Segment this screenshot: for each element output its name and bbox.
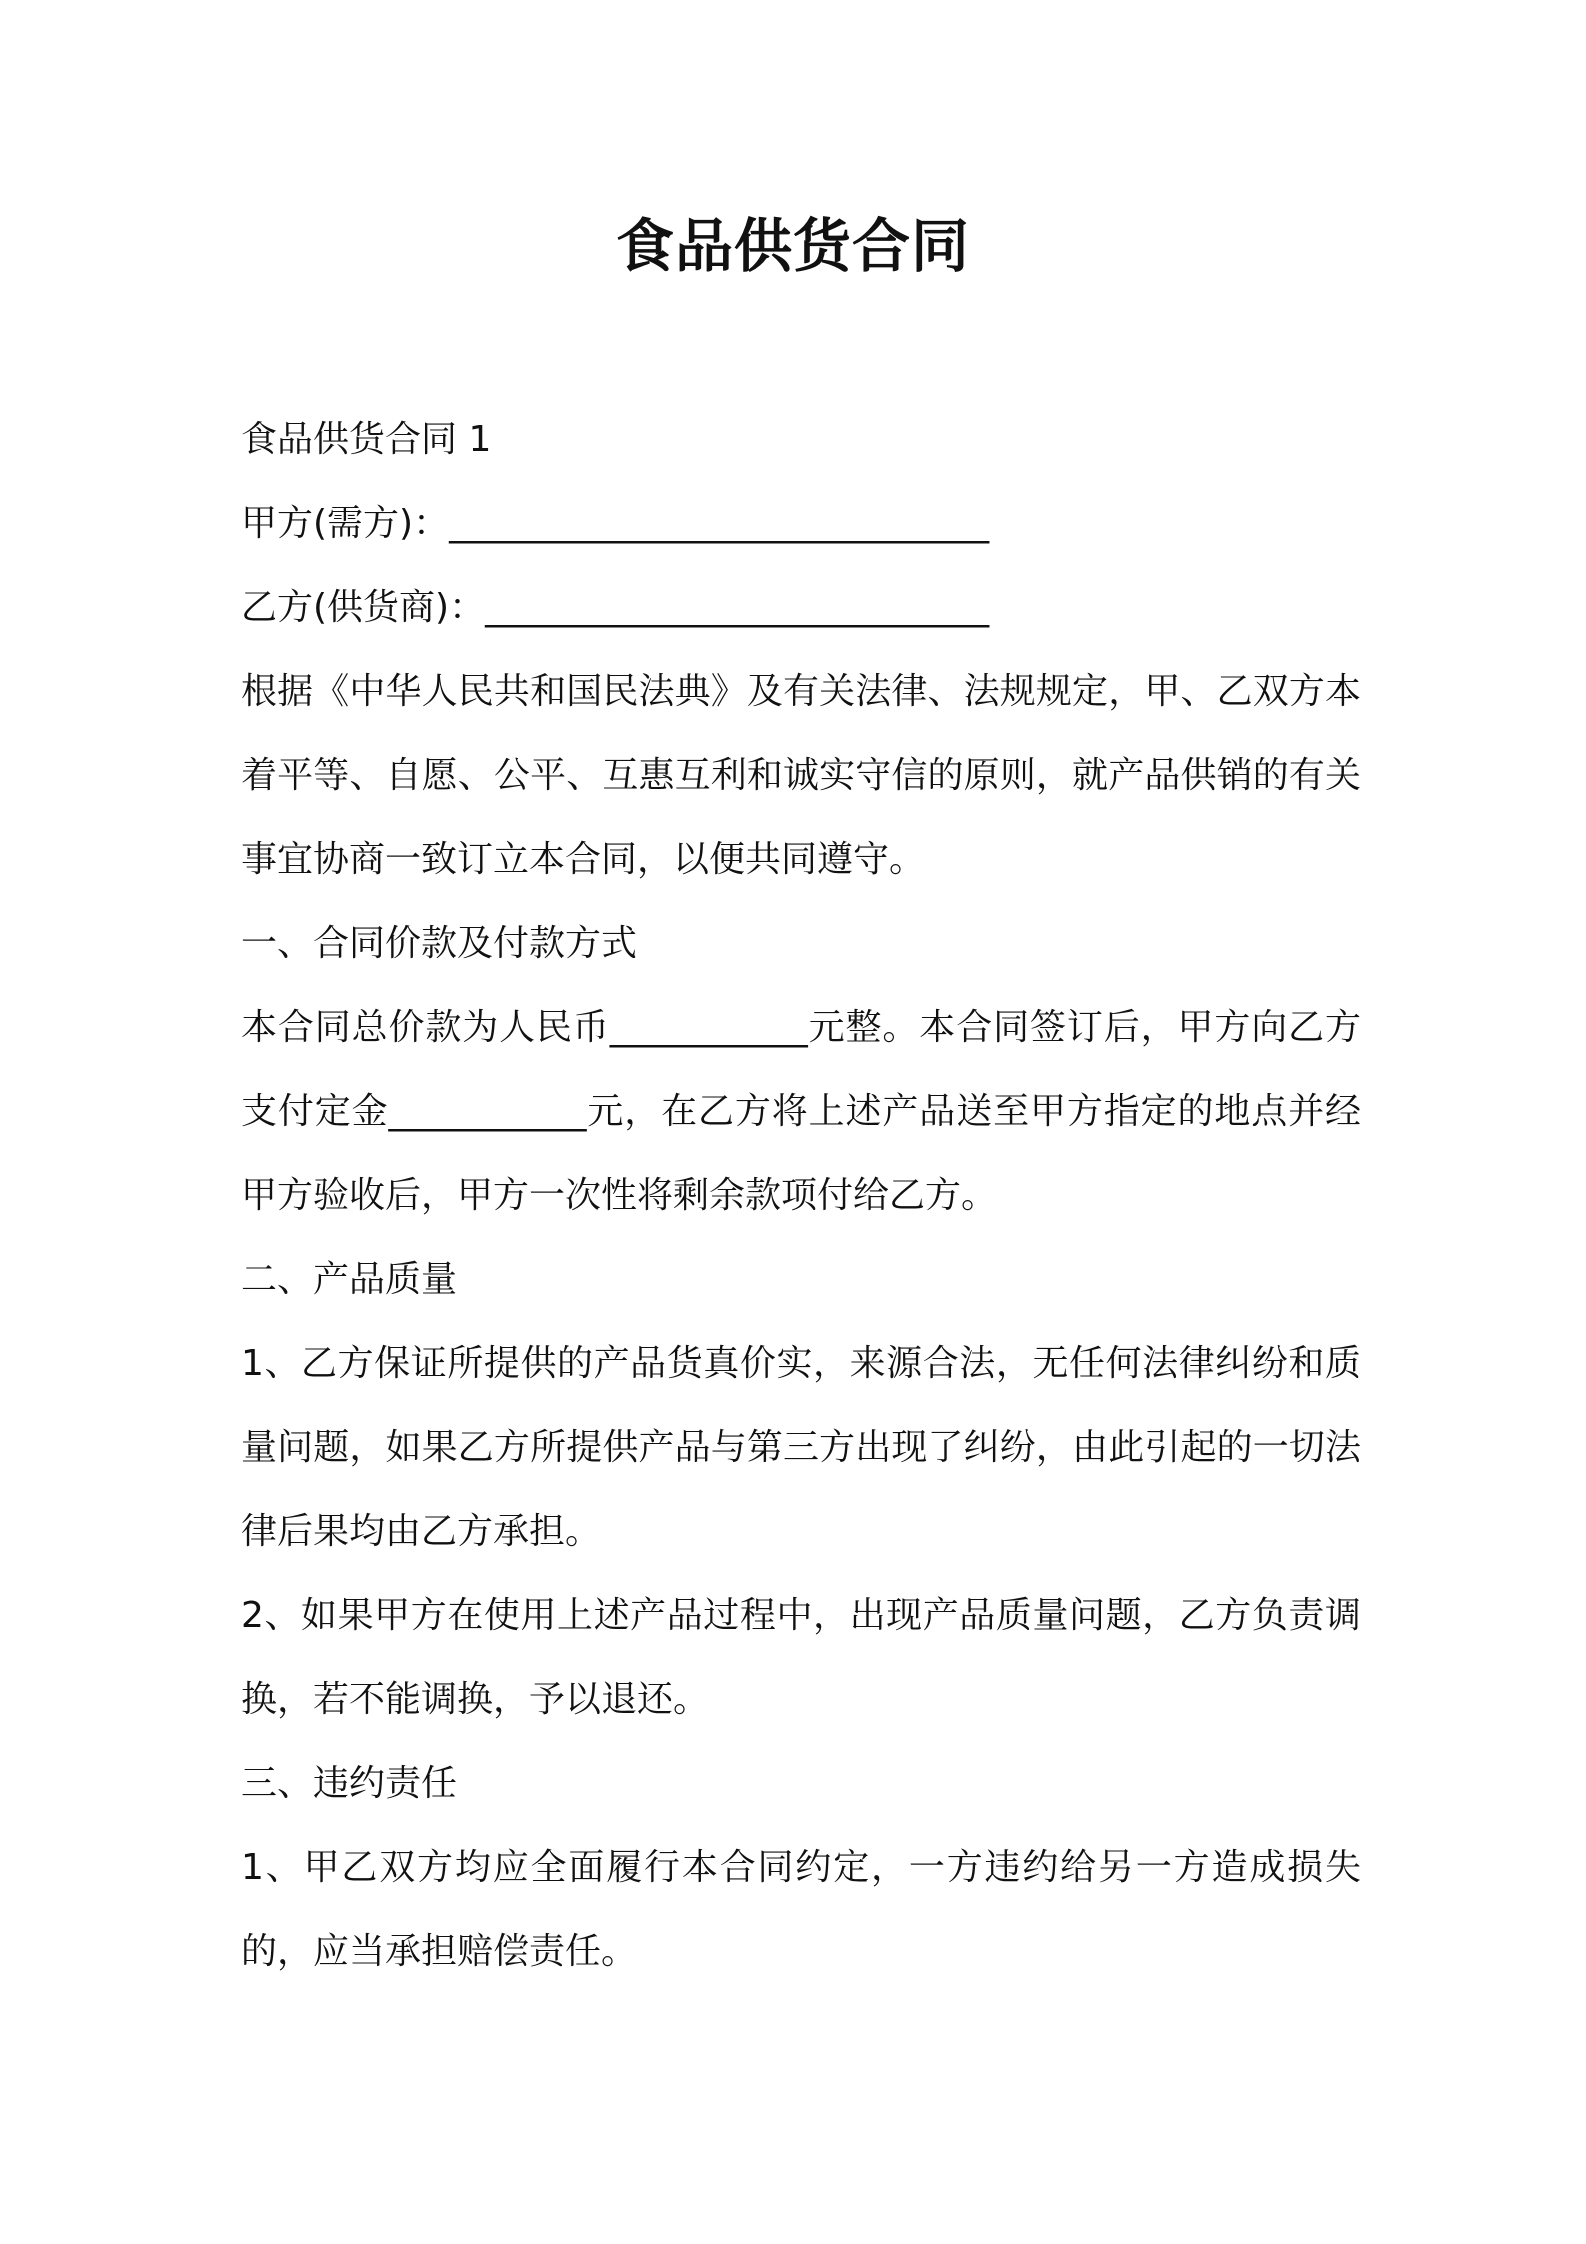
party-a-line: 甲方(需方)：______________________________: [241, 503, 990, 544]
section-1-heading: 一、合同价款及付款方式: [241, 923, 638, 964]
party-b-line: 乙方(供货商)：____________________________: [241, 587, 990, 628]
document-title: 食品供货合同: [615, 212, 970, 280]
section-3-item-1: 1、甲乙双方均应全面履行本合同约定，一方违约给另一方造成损失的，应当承担赔偿责任。: [241, 1847, 1361, 1972]
section-2-item-1: 1、乙方保证所提供的产品货真价实，来源合法，无任何法律纠纷和质量问题，如果乙方所提供产品与第三方出现了纠纷，由此引起的一切法律后果均由乙方承担。: [241, 1343, 1361, 1552]
section-3-heading: 三、违约责任: [241, 1763, 458, 1804]
preamble-paragraph: 根据《中华人民共和国民法典》及有关法律、法规规定，甲、乙双方本着平等、自愿、公平、互惠互利和诚实守信的原则，就产品供销的有关事宜协商一致订立本合同，以便共同遵守。: [241, 671, 1361, 880]
contract-subtitle: 食品供货合同 1: [241, 419, 492, 460]
section-2-item-2: 2、如果甲方在使用上述产品过程中，出现产品质量问题，乙方负责调换，若不能调换，予以退还。: [241, 1595, 1361, 1720]
document-body: [241, 398, 1361, 1994]
section-2-heading: 二、产品质量: [241, 1259, 458, 1300]
section-1-paragraph: 本合同总价款为人民币___________元整。本合同签订后，甲方向乙方支付定金___________元，在乙方将上述产品送至甲方指定的地点并经甲方验收后，甲方一次性将剩余款项付给乙方。: [241, 1007, 1361, 1216]
